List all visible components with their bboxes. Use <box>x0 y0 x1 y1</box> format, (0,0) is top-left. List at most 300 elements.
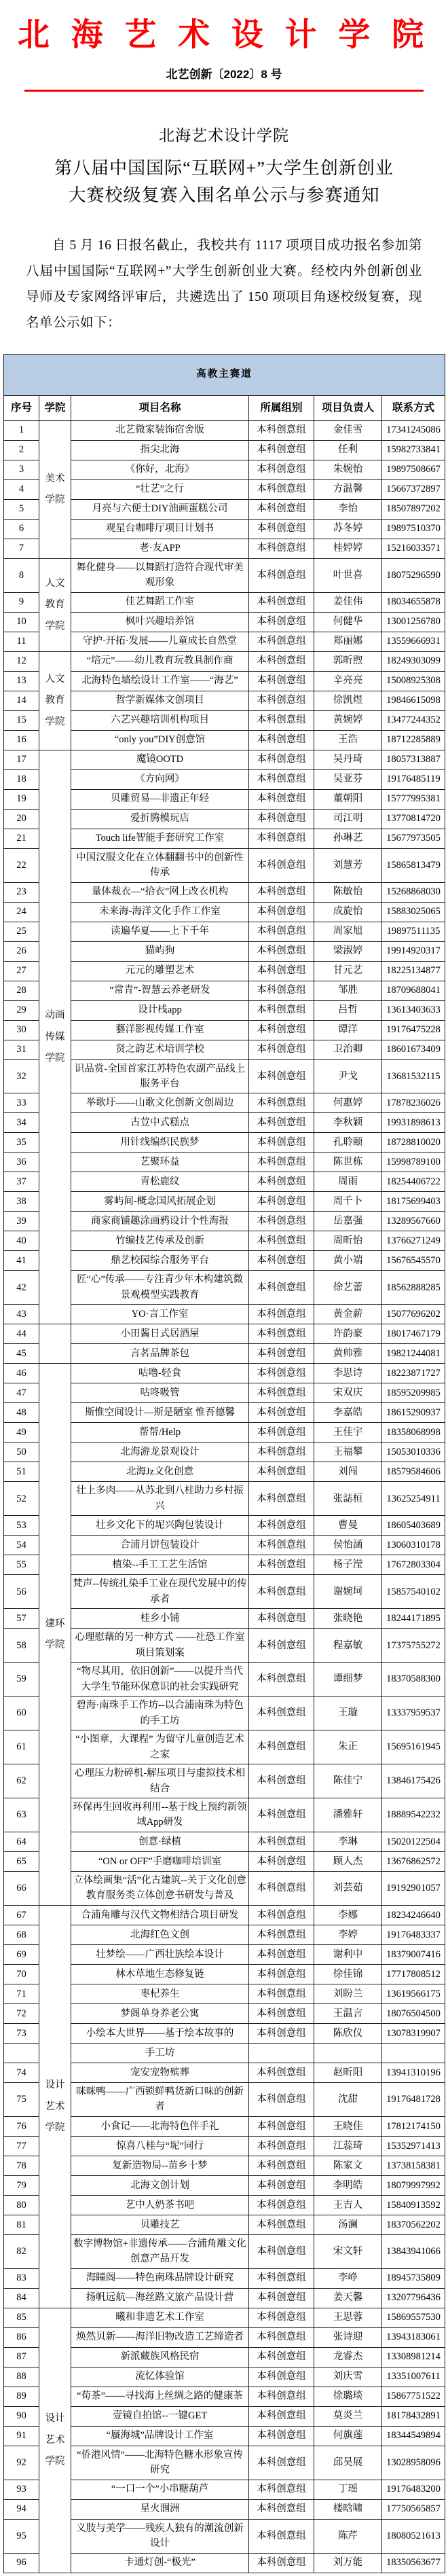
phone-cell: 19821244081 <box>382 1344 445 1364</box>
serial-cell: 91 <box>4 2426 39 2446</box>
phone-cell: 18080521613 <box>382 2519 445 2553</box>
project-cell: 青松鹿纹 <box>71 1172 249 1192</box>
group-cell: 本科创意组 <box>249 2308 314 2327</box>
leader-cell: 谭洋 <box>314 1020 382 1040</box>
phone-cell: 18034655878 <box>382 592 445 612</box>
leader-cell: 张诗迎 <box>314 2327 382 2347</box>
group-cell: 本科创意组 <box>249 539 314 558</box>
project-cell: 未来海-海洋文化手作工作室 <box>71 902 249 922</box>
leader-cell: 周家旭 <box>314 922 382 941</box>
group-cell: 本科创意组 <box>249 592 314 612</box>
serial-cell: 71 <box>4 1984 39 2003</box>
group-cell: 本科创意组 <box>249 651 314 671</box>
serial-cell: 50 <box>4 1443 39 1462</box>
serial-cell: 90 <box>4 2406 39 2426</box>
project-cell: 老·友APP <box>71 539 249 558</box>
project-cell: 小绘本大世界——基于绘本故事的 <box>71 2023 249 2043</box>
leader-cell: 何旗莲 <box>314 2426 382 2446</box>
leader-cell: 金佳雪 <box>314 420 382 440</box>
phone-cell: 19897510370 <box>382 519 445 539</box>
serial-cell: 40 <box>4 1231 39 1251</box>
group-cell: 本科创意组 <box>249 1059 314 1093</box>
project-cell: 壮梦绘——广西壮族绘本设计 <box>71 1944 249 1964</box>
project-cell: 枫叶兴趣培养馆 <box>71 612 249 632</box>
college-label-segment: 学院 <box>45 620 65 632</box>
leader-cell: 黄金薪 <box>314 1305 382 1324</box>
serial-cell: 24 <box>4 902 39 922</box>
serial-cell: 49 <box>4 1423 39 1443</box>
group-cell: 本科创意组 <box>249 1536 314 1555</box>
phone-cell: 19176481728 <box>382 2082 445 2116</box>
college-label-segment: 教育 <box>45 695 65 706</box>
project-cell: 咕咚吸管 <box>71 1383 249 1403</box>
leader-cell: 郑丽娜 <box>314 632 382 651</box>
notice-title-school: 北海艺术设计学院 <box>159 127 289 144</box>
leader-cell: 黄小端 <box>314 1251 382 1271</box>
serial-cell: 16 <box>4 730 39 750</box>
serial-cell: 65 <box>4 1851 39 1871</box>
group-cell: 本科创意组 <box>249 1423 314 1443</box>
project-cell: 心理压力粉碎机-解压项目与虚拟技术相结合 <box>71 1764 249 1798</box>
table-row <box>4 750 445 769</box>
phone-cell: 15216033571 <box>382 539 445 558</box>
phone-cell: 13559666931 <box>382 632 445 651</box>
project-cell: 创意·绿植 <box>71 1832 249 1851</box>
group-cell: 本科创意组 <box>249 1231 314 1251</box>
leader-cell: 赵昕阳 <box>314 2063 382 2082</box>
leader-cell: 谢婉坷 <box>314 1575 382 1609</box>
leader-cell: 徐凯煜 <box>314 691 382 710</box>
phone-cell: 13941310196 <box>382 2063 445 2082</box>
group-cell: 本科创意组 <box>249 730 314 750</box>
serial-cell: 95 <box>4 2519 39 2553</box>
group-cell: 本科创意组 <box>249 1697 314 1730</box>
project-cell: Touch life智能手套研究工作室 <box>71 829 249 848</box>
phone-cell: 17750565857 <box>382 2499 445 2519</box>
phone-cell: 18370562202 <box>382 2215 445 2234</box>
group-cell: 本科创意组 <box>249 460 314 479</box>
phone-cell: 18370588300 <box>382 1663 445 1697</box>
project-cell: 匠“心”传承——专注青少年木构建筑微景观模型实践教育 <box>71 1271 249 1305</box>
group-cell: 本科创意组 <box>249 2327 314 2347</box>
group-cell: 本科创意组 <box>249 2195 314 2215</box>
table-row <box>4 2308 445 2327</box>
serial-cell: 47 <box>4 1383 39 1403</box>
serial-cell: 4 <box>4 479 39 499</box>
red-divider-rule <box>24 90 424 92</box>
phone-cell: 15667372897 <box>382 479 445 499</box>
leader-cell: 梁淑婷 <box>314 941 382 961</box>
group-cell: 本科创意组 <box>249 499 314 519</box>
leader-cell: 任利 <box>314 440 382 460</box>
project-cell: 观星台咖啡厅项目计划书 <box>71 519 249 539</box>
project-cell: 合浦角雕与汉代文物相结合项目研发 <box>71 1905 249 1925</box>
serial-cell: 69 <box>4 1944 39 1964</box>
group-cell: 本科创意组 <box>249 1324 314 1344</box>
leader-cell: 尹戈 <box>314 1059 382 1093</box>
serial-cell: 9 <box>4 592 39 612</box>
project-cell: 碧海·南珠手工作坊--以合浦南珠为特色的手工坊 <box>71 1697 249 1730</box>
serial-cell: 29 <box>4 1000 39 1020</box>
phone-cell: 13766271249 <box>382 1231 445 1251</box>
group-cell: 本科创意组 <box>249 750 314 769</box>
leader-cell: 周昕怡 <box>314 1231 382 1251</box>
phone-cell: 13028958096 <box>382 2446 445 2480</box>
group-cell: 本科创意组 <box>249 1944 314 1964</box>
project-cell: 猫屿狗 <box>71 941 249 961</box>
group-cell: 本科创意组 <box>249 2347 314 2367</box>
phone-cell: 13738158381 <box>382 2156 445 2175</box>
serial-cell: 76 <box>4 2116 39 2136</box>
phone-cell: 15982733841 <box>382 440 445 460</box>
serial-cell: 17 <box>4 750 39 769</box>
serial-cell: 25 <box>4 922 39 941</box>
leader-cell: 周千卜 <box>314 1192 382 1212</box>
group-cell: 本科创意组 <box>249 789 314 809</box>
serial-cell: 88 <box>4 2367 39 2387</box>
group-cell: 本科创意组 <box>249 1403 314 1423</box>
phone-cell: 13001256780 <box>382 612 445 632</box>
phone-cell: 18709688041 <box>382 981 445 1000</box>
serial-cell: 57 <box>4 1609 39 1629</box>
phone-cell: 15008925308 <box>382 671 445 691</box>
phone-cell: 15840913592 <box>382 2195 445 2215</box>
serial-cell: 66 <box>4 1871 39 1905</box>
serial-cell: 41 <box>4 1251 39 1271</box>
leader-cell: 江蕊琦 <box>314 2136 382 2156</box>
project-cell: 咪咪鸭——广西锁鲜鸭货新口味的创新者 <box>71 2082 249 2116</box>
college-label-segment: 人文 <box>45 673 65 685</box>
group-cell: 本科创意组 <box>249 2234 314 2268</box>
serial-cell: 73 <box>4 2023 39 2043</box>
phone-cell: 18350563677 <box>382 2553 445 2573</box>
serial-cell: 44 <box>4 1324 39 1344</box>
leader-cell: 司江明 <box>314 809 382 829</box>
project-cell: 扬帆远航—海丝路文旅产品设计营 <box>71 2288 249 2308</box>
notice-title-main <box>0 155 448 210</box>
group-cell: 本科创意组 <box>249 710 314 730</box>
leader-cell: 王吉人 <box>314 2195 382 2215</box>
notice-title-line2: 第八届中国国际“互联网+”大学生创新创业 <box>54 158 394 178</box>
project-cell: 北海游龙景观设计 <box>71 1443 249 1462</box>
group-cell: 本科创意组 <box>249 2268 314 2288</box>
leader-cell: 李娜 <box>314 1905 382 1925</box>
college-cell <box>39 1364 71 1905</box>
group-cell: 本科创意组 <box>249 2136 314 2156</box>
phone-cell: 18017467179 <box>382 1324 445 1344</box>
serial-cell: 64 <box>4 1832 39 1851</box>
serial-cell: 39 <box>4 1212 39 1231</box>
column-header-5: 联系方式 <box>382 395 445 420</box>
leader-cell: 周雨 <box>314 1172 382 1192</box>
serial-cell: 33 <box>4 1093 39 1113</box>
phone-cell: 18344549894 <box>382 2426 445 2446</box>
phone-cell: 18945735809 <box>382 2268 445 2288</box>
phone-cell: 15998789100 <box>382 1153 445 1172</box>
college-label-segment: 艺术 <box>45 2101 65 2112</box>
project-cell: 海瞳阁——特色南珠品牌设计研究 <box>71 2268 249 2288</box>
leader-cell: 黄婉婷 <box>314 710 382 730</box>
project-cell: 小食记——北海特色伴手礼 <box>71 2116 249 2136</box>
group-cell: 本科创意组 <box>249 2480 314 2499</box>
group-cell: 本科创意组 <box>249 1925 314 1944</box>
serial-cell: 8 <box>4 558 39 592</box>
group-cell: 本科创意组 <box>249 882 314 902</box>
leader-cell: 李琳 <box>314 1832 382 1851</box>
table-row <box>4 651 445 671</box>
project-cell: 桂乡小铺 <box>71 1609 249 1629</box>
leader-cell: 朱正 <box>314 1730 382 1764</box>
serial-cell: 35 <box>4 1133 39 1153</box>
project-cell: “ON or OFF”手磨咖啡培训室 <box>71 1851 249 1871</box>
project-cell: 北海特色墙绘设计工作室——“海艺” <box>71 671 249 691</box>
leader-cell: 吴丹琦 <box>314 750 382 769</box>
serial-cell: 3 <box>4 460 39 479</box>
phone-cell: 13308981214 <box>382 2347 445 2367</box>
serial-cell: 19 <box>4 789 39 809</box>
leader-cell: 王思蓉 <box>314 2308 382 2327</box>
serial-cell: 54 <box>4 1536 39 1555</box>
college-label-segment: 人文 <box>45 577 65 589</box>
phone-cell: 13613403633 <box>382 1000 445 1020</box>
group-cell: 本科创意组 <box>249 1482 314 1516</box>
serial-cell: 51 <box>4 1462 39 1482</box>
project-cell: 复新造物局--苗乡十梦 <box>71 2156 249 2175</box>
leader-cell: 何惠婷 <box>314 1093 382 1113</box>
project-cell: 星火涠洲 <box>71 2499 249 2519</box>
leader-cell: 王福攀 <box>314 1443 382 1462</box>
phone-cell: 19897508667 <box>382 460 445 479</box>
leader-cell: 李秋颖 <box>314 1113 382 1133</box>
college-label-segment: 设计 <box>45 2080 65 2091</box>
college-label-segment: 传媒 <box>45 1031 65 1042</box>
group-cell: 本科创意组 <box>249 1251 314 1271</box>
serial-cell: 15 <box>4 710 39 730</box>
project-cell: “培元”——幼儿教育玩教具制作商 <box>71 651 249 671</box>
project-cell: 宠安宠物殡葬 <box>71 2063 249 2082</box>
shortlist-table <box>3 354 445 2573</box>
phone-cell: 17717808512 <box>382 1964 445 1984</box>
project-cell: 月亮与六便士DIY油画蛋糕公司 <box>71 499 249 519</box>
project-cell: 识品赏-全国首家江苏特色农副产品线上服务平台 <box>71 1059 249 1093</box>
leader-cell: 吕哲 <box>314 1000 382 1020</box>
group-cell: 本科创意组 <box>249 1344 314 1364</box>
leader-cell: 李婷 <box>314 1925 382 1944</box>
group-cell: 本科创意组 <box>249 809 314 829</box>
document-number: 北艺创新〔2022〕8 号 <box>166 68 282 81</box>
group-cell: 本科创意组 <box>249 1271 314 1305</box>
phone-cell: 15077696202 <box>382 1305 445 1324</box>
group-cell: 本科创意组 <box>249 632 314 651</box>
project-cell: 艺聚环益 <box>71 1153 249 1172</box>
leader-cell: 徐艺蕾 <box>314 1271 382 1305</box>
phone-cell: 17375755272 <box>382 1629 445 1663</box>
serial-cell <box>4 2043 39 2063</box>
phone-cell: 13351007611 <box>382 2367 445 2387</box>
leader-cell: 刘芸茹 <box>314 1871 382 1905</box>
project-cell: YO·言工作室 <box>71 1305 249 1324</box>
group-cell: 本科创意组 <box>249 1851 314 1871</box>
serial-cell: 37 <box>4 1172 39 1192</box>
group-cell: 本科创意组 <box>249 1000 314 1020</box>
serial-cell: 21 <box>4 829 39 848</box>
leader-cell: 朱婉怡 <box>314 460 382 479</box>
project-cell: 艺中人奶茶书吧 <box>71 2195 249 2215</box>
project-cell: “常青”-智慧云养老研发 <box>71 981 249 1000</box>
serial-cell: 1 <box>4 420 39 440</box>
phone-cell: 18358068998 <box>382 1423 445 1443</box>
group-cell: 本科创意组 <box>249 2175 314 2195</box>
project-cell: 贤之韵艺术培训学校 <box>71 1040 249 1059</box>
phone-cell: 18075296590 <box>382 558 445 592</box>
serial-cell: 78 <box>4 2156 39 2175</box>
serial-cell: 5 <box>4 499 39 519</box>
phone-cell: 17341245086 <box>382 420 445 440</box>
college-label-segment: 教育 <box>45 599 65 611</box>
phone-cell: 19192901057 <box>382 1871 445 1905</box>
serial-cell: 56 <box>4 1575 39 1609</box>
leader-cell: 成旋怡 <box>314 902 382 922</box>
serial-cell: 26 <box>4 941 39 961</box>
phone-cell: 18175699403 <box>382 1192 445 1212</box>
leader-cell: 杨子滢 <box>314 1555 382 1575</box>
project-cell: “侨港风情”——北海特色糖水形象宣传研究 <box>71 2446 249 2480</box>
table-row <box>4 1905 445 1925</box>
phone-cell: 15777995381 <box>382 789 445 809</box>
group-cell: 本科创意组 <box>249 2215 314 2234</box>
phone-cell: 19176475228 <box>382 1020 445 1040</box>
phone-cell: 18562888285 <box>382 1271 445 1305</box>
phone-cell: 13337959537 <box>382 1697 445 1730</box>
phone-cell: 18254406722 <box>382 1172 445 1192</box>
group-cell: 本科创意组 <box>249 1172 314 1192</box>
project-cell: 卡通灯创-“极光” <box>71 2553 249 2573</box>
phone-cell: 15857540102 <box>382 1575 445 1609</box>
phone-cell: 19914920317 <box>382 941 445 961</box>
leader-cell: 李怡 <box>314 499 382 519</box>
group-cell: 本科创意组 <box>249 1832 314 1851</box>
group-cell: 本科创意组 <box>249 848 314 882</box>
leader-cell: 邹胜 <box>314 981 382 1000</box>
project-cell: “only you”DIY创意馆 <box>71 730 249 750</box>
leader-cell: 丁瑶 <box>314 2480 382 2499</box>
serial-cell: 48 <box>4 1403 39 1423</box>
serial-cell: 61 <box>4 1730 39 1764</box>
project-cell: 魔镜OOTD <box>71 750 249 769</box>
college-label-segment: 动画 <box>45 1010 65 1021</box>
project-cell: 斯惟空间设计—斯是陋室 惟吾德馨 <box>71 1403 249 1423</box>
serial-cell: 2 <box>4 440 39 460</box>
phone-cell: 18601673409 <box>382 1040 445 1059</box>
group-cell: 本科创意组 <box>249 1020 314 1040</box>
group-cell: 本科创意组 <box>249 671 314 691</box>
serial-cell: 46 <box>4 1364 39 1383</box>
group-cell: 本科创意组 <box>249 1609 314 1629</box>
group-cell: 本科创意组 <box>249 1516 314 1536</box>
group-cell: 本科创意组 <box>249 2116 314 2136</box>
phone-cell: 13619566175 <box>382 1984 445 2003</box>
group-cell: 本科创意组 <box>249 1555 314 1575</box>
project-cell: 植染--手工工艺生活馆 <box>71 1555 249 1575</box>
project-cell: 指尖北海 <box>71 440 249 460</box>
serial-cell: 60 <box>4 1697 39 1730</box>
serial-cell: 89 <box>4 2387 39 2406</box>
leader-cell: 陈欣仪 <box>314 2023 382 2043</box>
project-cell: 焕然贝新——海洋旧物改造工艺缔造者 <box>71 2327 249 2347</box>
phone-cell: 18223871727 <box>382 1364 445 1383</box>
project-cell: 《方向网》 <box>71 769 249 789</box>
serial-cell: 62 <box>4 1764 39 1798</box>
serial-cell: 14 <box>4 691 39 710</box>
leader-cell: 王温言 <box>314 2003 382 2023</box>
project-cell: 咕噜-轻食 <box>71 1364 249 1383</box>
project-cell: 贝雕贸易—非遗正年轻 <box>71 789 249 809</box>
group-cell: 本科创意组 <box>249 479 314 499</box>
group-cell: 本科创意组 <box>249 902 314 922</box>
serial-cell: 58 <box>4 1629 39 1663</box>
leader-cell: 辛亮亮 <box>314 671 382 691</box>
phone-cell: 18507897202 <box>382 499 445 519</box>
serial-cell: 86 <box>4 2327 39 2347</box>
column-header-0: 序号 <box>4 395 39 420</box>
serial-cell: 27 <box>4 961 39 981</box>
project-cell: 佳艺舞蹈工作室 <box>71 592 249 612</box>
phone-cell: 19897511135 <box>382 922 445 941</box>
phone-cell: 17672803304 <box>382 1555 445 1575</box>
college-cell <box>39 651 71 750</box>
group-cell: 本科创意组 <box>249 1364 314 1383</box>
phone-cell: 18889542232 <box>382 1798 445 1832</box>
column-header-3: 所属组别 <box>249 395 314 420</box>
college-cell <box>39 420 71 558</box>
project-cell: 举歌圩——山歌文化创新文创周边 <box>71 1093 249 1113</box>
project-cell: 元元的雕塑艺术 <box>71 961 249 981</box>
serial-cell: 30 <box>4 1020 39 1040</box>
phone-cell: 13681532115 <box>382 1059 445 1093</box>
project-cell: 新派藏族风格民宿 <box>71 2347 249 2367</box>
serial-cell: 23 <box>4 882 39 902</box>
leader-cell: 王晓佳 <box>314 2116 382 2136</box>
phone-cell: 18712285889 <box>382 730 445 750</box>
serial-cell: 13 <box>4 671 39 691</box>
phone-cell <box>382 2043 445 2063</box>
leader-cell: 张晓艳 <box>314 1609 382 1629</box>
serial-cell: 74 <box>4 2063 39 2082</box>
phone-cell: 18615290937 <box>382 1403 445 1423</box>
serial-cell: 84 <box>4 2288 39 2308</box>
project-cell: 枣杞养生 <box>71 1984 249 2003</box>
serial-cell: 11 <box>4 632 39 651</box>
project-cell: 手工坊 <box>71 2043 249 2063</box>
group-cell: 本科创意组 <box>249 2367 314 2387</box>
group-cell: 本科创意组 <box>249 558 314 592</box>
group-cell: 本科创意组 <box>249 1871 314 1905</box>
group-cell: 本科创意组 <box>249 1462 314 1482</box>
serial-cell: 31 <box>4 1040 39 1059</box>
phone-cell: 15053010336 <box>382 1443 445 1462</box>
leader-cell: 邱昊展 <box>314 2446 382 2480</box>
project-cell: 小田酱日式居酒屋 <box>71 1324 249 1344</box>
column-header-row <box>4 395 445 420</box>
college-cell <box>39 2308 71 2573</box>
group-cell: 本科创意组 <box>249 1113 314 1133</box>
project-cell: 北艺微家装饰宿舍版 <box>71 420 249 440</box>
phone-cell: 13676862572 <box>382 1851 445 1871</box>
project-cell: 梦阁单身养老公寓 <box>71 2003 249 2023</box>
group-cell: 本科创意组 <box>249 2387 314 2406</box>
leader-cell: 许韵豪 <box>314 1324 382 1344</box>
phone-cell: 13078319907 <box>382 2023 445 2043</box>
